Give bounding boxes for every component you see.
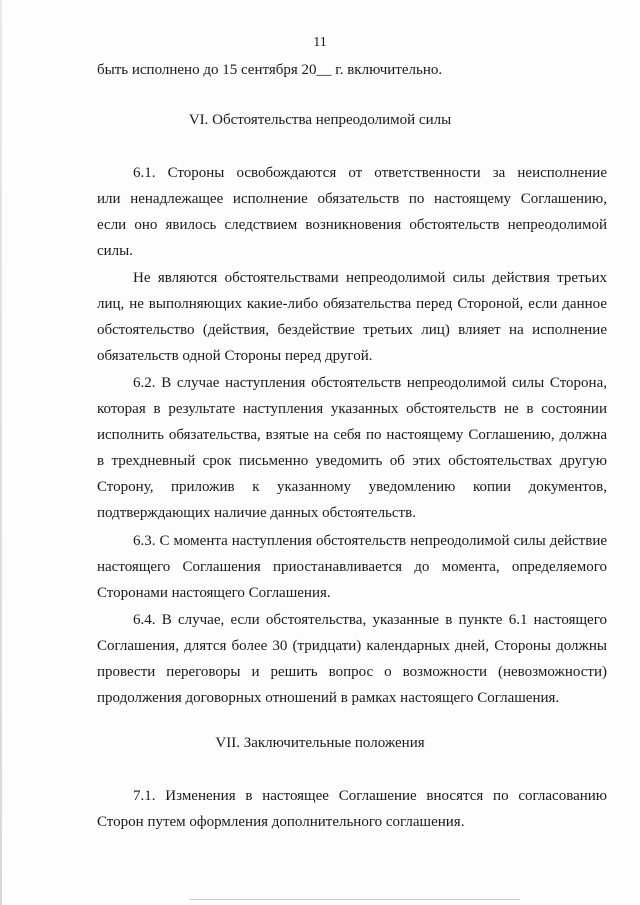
paragraph-6-2-line: 6.2. В случае наступления обстоятельств непреодолимой силы Сторона, [133,375,607,391]
page-number: 11 [313,35,327,50]
paragraph-6-1b-line: Не являются обстоятельствами непреодолимой силы действия третьих [133,270,607,286]
paragraph-6-2-line: исполнить обязательства, взятые на себя по настоящему Соглашению, должна [97,427,607,443]
paragraph-6-2-line: Сторону, приложив к указанному уведомлению копии документов, [97,479,607,495]
paragraph-6-4-line: 6.4. В случае, если обстоятельства, указанные в пункте 6.1 настоящего [133,612,607,628]
paragraph-6-4-line: продолжения договорных отношений в рамках настоящего Соглашения. [97,690,560,706]
paragraph-6-3-line: настоящего Соглашения приостанавливается до момента, определяемого [97,559,607,575]
paragraph-6-1-line: или ненадлежащее исполнение обязательств по настоящему Соглашению, [97,191,607,207]
paragraph-6-2-line: которая в результате наступления указанных обстоятельств не в состоянии [97,401,607,417]
paragraph-6-3-line: 6.3. С момента наступления обстоятельств непреодолимой силы действие [133,533,607,549]
paragraph-6-4-line: провести переговоры и решить вопрос о возможности (невозможности) [97,664,607,680]
paragraph-6-1-line: 6.1. Стороны освобождаются от ответственности за неисполнение [133,165,607,181]
paragraph-6-3-line: Сторонами настоящего Соглашения. [97,585,331,601]
paragraph-6-1-line: силы. [97,243,133,259]
paragraph-6-2-line: подтверждающих наличие данных обстоятельств. [97,505,416,521]
paragraph-6-4-line: Соглашения, длятся более 30 (тридцати) календарных дней, Стороны должны [97,638,607,654]
paragraph-6-1b-line: лиц, не выполняющих какие-либо обязательства перед Стороной, если данное [97,296,607,312]
intro-line: быть исполнено до 15 сентября 20__ г. включительно. [97,62,443,78]
section-7-heading: VII. Заключительные положения [215,735,425,751]
scan-edge [0,0,2,905]
scan-bottom-edge [190,899,520,900]
paragraph-7-1-line: Сторон путем оформления дополнительного соглашения. [97,814,465,830]
paragraph-6-1b-line: обязательств одной Стороны перед другой. [97,348,373,364]
paragraph-6-2-line: в трехдневный срок письменно уведомить об этих обстоятельствах другую [97,453,607,469]
paragraph-6-1-line: если оно явилось следствием возникновения обстоятельств непреодолимой [97,217,607,233]
section-6-heading: VI. Обстоятельства непреодолимой силы [188,112,452,128]
paragraph-7-1-line: 7.1. Изменения в настоящее Соглашение вносятся по согласованию [133,788,607,804]
paragraph-6-1b-line: обстоятельство (действия, бездействие третьих лиц) влияет на исполнение [97,322,607,338]
